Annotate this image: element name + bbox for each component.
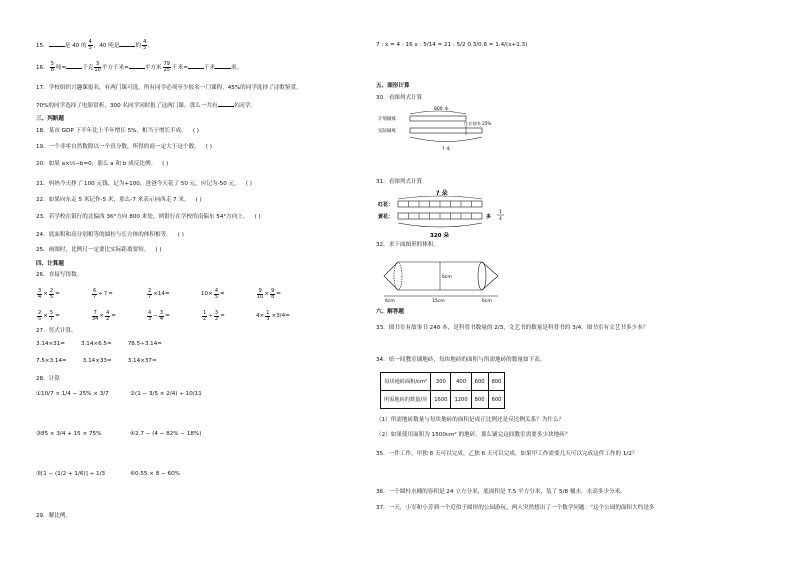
q31-yellow-ticks [409, 213, 472, 219]
q15-text-a: 是 40 的 [64, 43, 87, 49]
right-column [376, 0, 794, 562]
q31-title: 31．看图列式计算 [376, 179, 423, 185]
right-len-label: 6cm [482, 299, 492, 304]
fraction-denominator: 3 [266, 315, 270, 322]
judge-item [36, 161, 168, 168]
section-6-heading: 六、解答题 [376, 309, 404, 315]
fraction [159, 311, 164, 322]
judge-item [36, 232, 184, 239]
q29-title: 29．解比例。 [36, 513, 72, 519]
fraction-numerator: 4 [106, 309, 110, 316]
equals: = [165, 313, 170, 319]
q15-number: 15． [36, 43, 49, 49]
q31-more-label: 多 [486, 214, 492, 220]
q26-title: 26．直接写得数。 [36, 272, 83, 278]
fraction [214, 311, 219, 322]
table-cell: 400 [451, 373, 471, 391]
q15-f2-den: 5 [143, 45, 147, 51]
tile-table [380, 372, 505, 409]
q31-frac-den: 4 [499, 217, 502, 222]
fraction-numerator: 4 [214, 287, 218, 294]
operator: × [43, 291, 48, 297]
q30-plan-bar [410, 116, 466, 121]
q30-top-label: 800 本 [434, 107, 449, 112]
judge-text: 25．画图时，比例尺一定要比实际距离要短。 [36, 247, 150, 253]
judge-text: 22．如果向东走 5 米记作-5 米，那么-7 米表示向西走 7 米。 [36, 197, 190, 203]
q16-text-d: 平方米 [144, 65, 162, 71]
q16-blank-4[interactable] [215, 63, 231, 69]
equals: ×3/4= [271, 313, 290, 319]
q31-diagram [376, 187, 516, 239]
fraction-denominator: 7 [93, 293, 97, 300]
q17-end: 名同学。 [233, 103, 256, 109]
fraction [49, 311, 54, 322]
fraction-numerator: 1 [266, 309, 270, 316]
q30-bottom-brace [410, 137, 482, 142]
fraction-numerator: 3 [214, 309, 219, 316]
table-cell: 600 [471, 373, 488, 391]
judge-item [36, 181, 252, 188]
section-5-heading: 五、图形计算 [376, 83, 410, 89]
equals: = [55, 313, 60, 319]
equals: = [111, 313, 116, 319]
fraction-numerator: 7 [103, 290, 108, 297]
operator: ÷ [208, 313, 213, 319]
q16-blank-1[interactable] [66, 63, 82, 69]
q16-text-b: 千克 [82, 65, 94, 71]
q17-blank[interactable] [218, 101, 234, 107]
q30-actual-label: 实际做账 [378, 129, 396, 134]
fraction-numerator: 2 [148, 287, 152, 294]
q16-fraction-1 [50, 62, 55, 73]
fraction [147, 289, 152, 300]
q31-bottom-label: 320 朵 [430, 233, 449, 239]
q31-bottom-brace [398, 223, 482, 227]
judge-text: 20．如果 a×⅓−b=0，那么 a 和 b 成反比例。 [36, 161, 157, 167]
fraction-denominator: 5 [214, 293, 218, 300]
fraction-denominator: 7 [49, 315, 54, 322]
q34-part-2: （2）如果使用面积为 1500cm² 的地砖，那么铺完这间教室需要多少块地砖？ [376, 432, 571, 438]
operator: ÷ [98, 291, 103, 297]
q15-f1-den: 5 [88, 45, 92, 51]
direct-calc-item [256, 283, 311, 305]
judge-item [36, 144, 212, 151]
vert-calc-item: 3.14×31= [36, 341, 65, 347]
height-label: 6cm [442, 275, 452, 280]
q16-f1-den: 8 [50, 67, 54, 73]
calc-item-3: ③85 × 3/4 + 15 × 75% [36, 431, 102, 437]
q37-text: 37．一天，小军和小芳到一个近似于圆形的公园游玩，两人突然想出了一个数学问题：“这个公园的面积大约是多 [376, 505, 655, 511]
direct-calc-item [36, 305, 91, 327]
q27-title: 27．竖式计算。 [36, 328, 77, 334]
q16-f1-num: 5 [50, 61, 54, 67]
fraction-denominator: 7 [148, 293, 152, 300]
q30-title: 30．看图列式计算 [376, 95, 423, 101]
q31-red-ticks [409, 201, 472, 207]
right-base [478, 262, 486, 290]
fraction-numerator: 4 [148, 309, 152, 316]
table-cell: 800 [471, 391, 488, 409]
operator: 10× [201, 291, 213, 297]
right-cone [482, 262, 498, 290]
q30-plan-label: 计划做账 [378, 117, 396, 122]
direct-calc-item [256, 305, 311, 327]
fraction-numerator: 6 [93, 287, 97, 294]
left-column [0, 0, 380, 562]
direct-calc-item [146, 283, 201, 305]
q15-f1-num: 4 [88, 39, 92, 45]
q16-text-f: 千米 [203, 65, 216, 71]
vert-calc-item: 78.5÷3.14= [127, 341, 162, 347]
fraction-denominator: 5 [38, 315, 42, 322]
q15-fraction-2 [142, 40, 147, 51]
judge-answer-paren[interactable]: ( ) [245, 181, 252, 187]
judge-answer-paren[interactable]: ( ) [205, 144, 212, 150]
vertical-calc-row-1 [36, 341, 162, 347]
proportion-equations: 7 : x = 4 : 16 x : 5/14 = 21 : 5/2 0.3/0.6 = 1.4/(x+1.3) [376, 42, 528, 48]
table-row [381, 391, 505, 409]
judge-answer-paren[interactable]: ( ) [177, 232, 184, 238]
judge-answer-paren[interactable]: ( ) [195, 197, 202, 203]
q35-text: 35．一件工作，甲独 8 天可以完成，乙独 6 天可以完成，如果甲工作需要几天可以完成这件工作的 1/2？ [376, 451, 638, 457]
vert-calc-item: 7.5×3.14= [36, 358, 67, 364]
fraction [214, 289, 219, 300]
fraction [257, 289, 263, 300]
q33-text: 33．图书室有故事书 240 本，是科普书数量的 2/3，文艺书的数量是科普书的 3/4，图书室有文艺书多少本？ [376, 325, 649, 331]
direct-calc-item [91, 283, 146, 305]
fraction-numerator: 3 [159, 309, 164, 316]
fraction [49, 289, 54, 300]
q15-blank-2[interactable] [119, 41, 135, 47]
fraction [92, 311, 98, 322]
table-cell: 600 [488, 391, 505, 409]
q16-fraction-3 [163, 62, 171, 73]
equals: = [108, 291, 113, 297]
equals: = [55, 291, 60, 297]
direct-calc-item [91, 305, 146, 327]
q15-fraction-1 [88, 40, 93, 51]
fraction-denominator: 2 [106, 315, 110, 322]
judge-answer-paren[interactable]: ( ) [155, 247, 162, 253]
direct-calc-item [201, 305, 256, 327]
table-cell: 1600 [431, 391, 451, 409]
fraction-denominator: 10 [257, 293, 264, 300]
q16-f3-den: 25 [163, 67, 170, 73]
fraction-numerator: 7 [93, 309, 97, 316]
q16-fraction-2 [94, 62, 100, 73]
q15-end: 。 [148, 43, 154, 49]
operator: 4× [256, 313, 265, 319]
q31-frac-num: 1 [499, 210, 502, 215]
equals: = [276, 291, 281, 297]
fraction [105, 311, 110, 322]
q30-question-label: ? 本 [442, 147, 451, 152]
fraction [37, 311, 42, 322]
table-cell: 1200 [451, 391, 471, 409]
fraction-denominator: 34 [92, 315, 99, 322]
q16-f2-num: 3 [95, 61, 100, 67]
fraction [104, 292, 107, 297]
mid-len-label: 15cm [432, 299, 445, 304]
fraction-denominator: 2 [214, 315, 219, 322]
fraction [265, 311, 270, 322]
q31-top-label: ? 朵 [436, 190, 448, 197]
section-3-heading: 三、判断题 [36, 116, 64, 122]
q16-text-e: 千米= [172, 65, 188, 71]
fraction [270, 289, 275, 300]
left-cone [384, 262, 398, 290]
q15-blank-1[interactable] [49, 41, 65, 47]
fraction [37, 289, 42, 300]
fraction-numerator: 5 [49, 309, 54, 316]
q34-part-1: （1）所需地砖数量与每块地砖的面积是成正比例还是反比例关系？为什么？ [376, 417, 565, 423]
judge-item [36, 197, 202, 204]
q16-text-g: 米。 [231, 65, 243, 71]
calc-item-5: ⑤[1 − (1/2 + 1/6)] ÷ 1/3 [36, 471, 106, 477]
fraction-denominator: 5 [49, 293, 54, 300]
judge-item [36, 247, 162, 254]
q16-text-a: 吨= [55, 65, 67, 71]
q31-yellow-label: 黄花： [378, 214, 394, 220]
q30-note: 比计划多 25% [464, 121, 492, 126]
q30-diagram [376, 104, 506, 156]
judge-text: 19．一个非零自然数除以一个真分数，所得的商一定大于这个数。 [36, 144, 200, 150]
fraction [202, 311, 207, 322]
operator: × [99, 313, 105, 319]
q32-cylinder-figure [376, 254, 516, 304]
operator: × [43, 313, 48, 319]
judge-text: 18．某市 GDP 下半年比上半年增长 5%，相当于增长半成。 [36, 128, 187, 134]
operator: × [264, 291, 270, 297]
judge-answer-paren[interactable]: ( ) [192, 128, 199, 134]
question-16 [36, 62, 242, 73]
left-len-label: 6cm [385, 299, 395, 304]
vert-calc-item: 3.14×6.5= [80, 341, 112, 347]
equals: = [220, 313, 225, 319]
direct-calc-item [146, 305, 201, 327]
judge-text: 21．妈妈今天挣了 100 元钱，记为+100，爸爸今天花了 50 元，应记为-50 元。 [36, 181, 240, 187]
q16-blank-3[interactable] [188, 63, 204, 69]
fraction-denominator: 8 [271, 293, 275, 300]
q16-text-c: 平方千米= [101, 65, 129, 71]
fraction-denominator: 4 [38, 293, 42, 300]
calc-item-1: ①10/7 × 1/4 − 25% × 3/7 [36, 391, 109, 397]
q28-title: 28．计算 [36, 376, 60, 382]
fraction-numerator: 1 [203, 309, 207, 316]
judge-text: 24．底面积和高分别相等的圆柱与长方体的体积相等。 [36, 232, 172, 238]
judge-answer-paren[interactable]: ( ) [254, 214, 261, 220]
fraction-denominator: 4 [159, 315, 164, 322]
q16-f2-den: 10 [94, 67, 101, 73]
judge-item [36, 214, 261, 221]
direct-calc-item [201, 283, 256, 305]
q31-red-label: 红花： [378, 202, 394, 208]
direct-calc-item [36, 283, 91, 305]
q17-text: 70%的同学选择了电影赏析，300 名同学同时报了这两门课，那么一共有 [36, 103, 218, 109]
table-cell: 300 [431, 373, 451, 391]
judge-answer-paren[interactable]: ( ) [162, 161, 169, 167]
operator: ×14= [153, 291, 170, 297]
q16-blank-2[interactable] [129, 63, 145, 69]
q16-number: 16． [36, 65, 49, 71]
fraction [92, 289, 97, 300]
q15-text-c: 的 [135, 43, 142, 49]
section-4-heading: 四、计算题 [36, 261, 64, 267]
calc-item-6: ⑥0.55 × 8 − 60% [130, 471, 180, 477]
operator: − [153, 313, 158, 319]
q36-text: 36．一个圆柱水桶的容积是 24 立方分米，底面积是 7.5 平方分米，装了 5/8 桶水，水高多少分米。 [376, 489, 626, 495]
q17-line-1: 17．学校组织兴趣课报名，有两门课可选，所有同学必须至少报名一门课程，45%的同学选择了诗歌鉴赏， [36, 85, 302, 91]
vert-calc-item: 3.14×37= [127, 358, 157, 364]
table-row [381, 373, 505, 391]
fraction-numerator: 2 [49, 287, 54, 294]
fraction-denominator: 2 [203, 315, 207, 322]
table-cell: 800 [488, 373, 505, 391]
vert-calc-item: 3.14×33= [82, 358, 112, 364]
table-header: 所需地砖的数量/块 [381, 391, 431, 409]
fraction-numerator: 9 [258, 287, 262, 294]
direct-calc-grid [36, 283, 311, 327]
q17-line-2 [36, 101, 256, 110]
question-15 [36, 40, 154, 51]
q34-text: 34．给一间教室铺地砖，每块地砖的面积与所需地砖的数量如下表。 [376, 357, 546, 363]
table-header: 每块地砖面积/cm² [381, 373, 431, 391]
fraction-numerator: 9 [271, 287, 275, 294]
fraction-denominator: 3 [148, 315, 152, 322]
q15-f2-num: 4 [143, 39, 147, 45]
fraction [147, 311, 152, 322]
equals: = [220, 291, 225, 297]
q16-f3-num: 79 [163, 61, 170, 67]
calc-item-2: ②(1 − 3/5 × 2/4) ÷ 10/11 [130, 391, 202, 397]
q15-text-b: ，40 吨是 [93, 43, 120, 49]
judge-text: 23．若学校在银行的北偏西 36°方向 800 米处，则银行在学校的南偏东 54°方向上。 [36, 214, 249, 220]
calc-item-4: ④2.7 − (4 − 82% − 18%) [130, 431, 202, 437]
left-base [394, 262, 402, 290]
q32-title: 32．求下面图形的体积。 [376, 242, 440, 248]
fraction-numerator: 3 [38, 287, 42, 294]
q30-actual-bar [410, 128, 482, 133]
judge-item [36, 128, 199, 135]
vertical-calc-row-2 [36, 358, 157, 364]
fraction-numerator: 2 [38, 309, 42, 316]
